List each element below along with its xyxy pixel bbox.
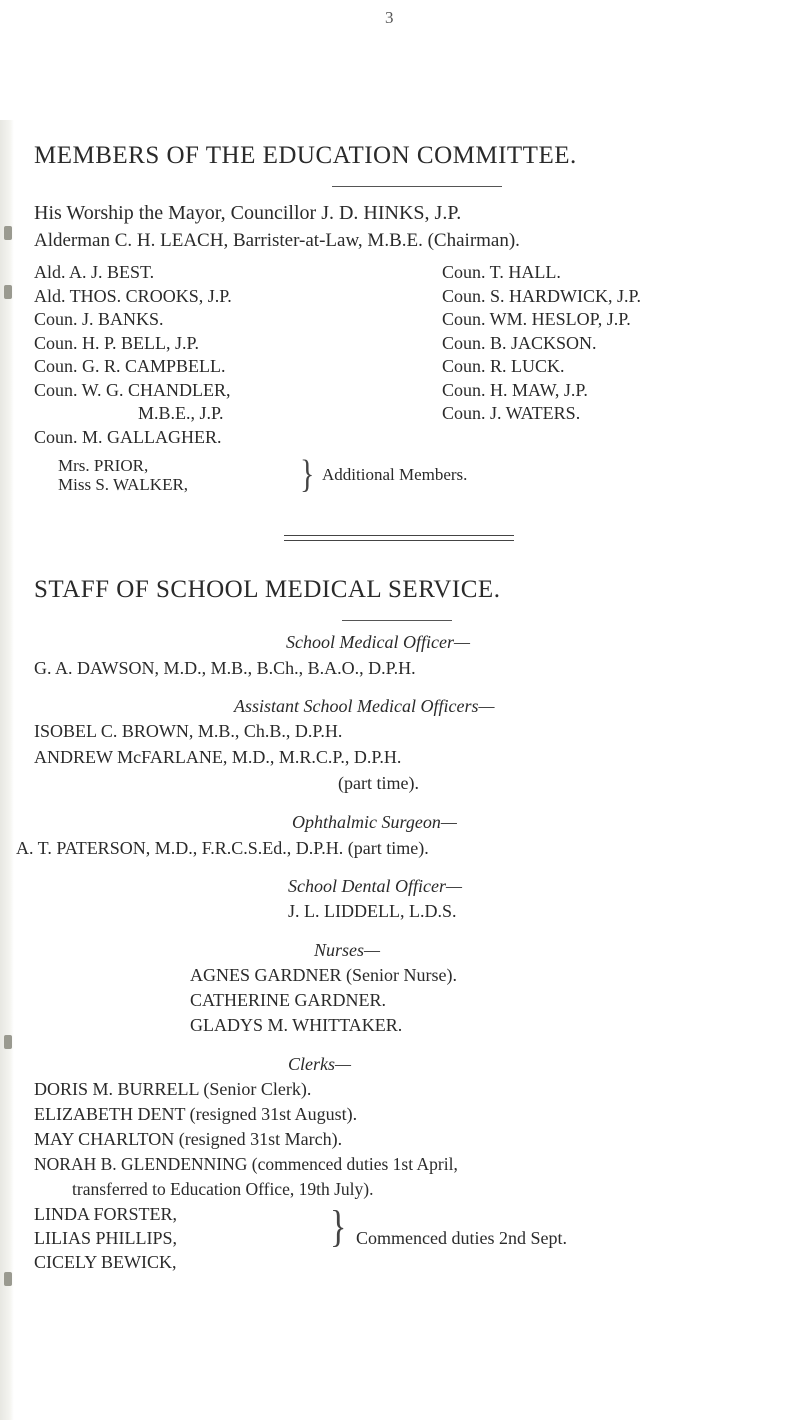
clerk: LILIAS PHILLIPS, [34,1228,177,1248]
committee-member: Coun. J. BANKS. [34,309,164,329]
edge-mark [4,1272,12,1286]
additional-member: Miss S. WALKER, [58,475,189,494]
page-number: 3 [385,8,394,27]
assistant-officer: ISOBEL C. BROWN, M.B., Ch.B., D.P.H. [34,721,343,741]
clerk: NORAH B. GLENDENNING (commenced duties 1st April, [34,1154,458,1174]
additional-members-label: Additional Members. [322,465,468,484]
committee-member: Ald. THOS. CROOKS, J.P. [34,286,232,306]
committee-member: Coun. R. LUCK. [442,356,565,376]
clerk: MAY CHARLTON (resigned 31st March). [34,1129,343,1149]
committee-member: Coun. H. P. BELL, J.P. [34,333,200,353]
ophthalmic-surgeon: A. T. PATERSON, M.D., F.R.C.S.Ed., D.P.H. (part time). [16,838,429,858]
clerks-title: Clerks— [288,1054,351,1074]
committee-member: Coun. S. HARDWICK, J.P. [442,286,642,306]
edge-mark [4,285,12,299]
committee-member: Coun. M. GALLAGHER. [34,427,222,447]
committee-member-continuation: M.B.E., J.P. [138,403,224,423]
staff-heading: STAFF OF SCHOOL MEDICAL SERVICE. [34,576,501,603]
committee-member: Coun. H. MAW, J.P. [442,380,588,400]
committee-member: Coun. G. R. CAMPBELL. [34,356,226,376]
nurse: CATHERINE GARDNER. [190,990,386,1010]
clerk: DORIS M. BURRELL (Senior Clerk). [34,1079,312,1099]
nurse: GLADYS M. WHITTAKER. [190,1015,403,1035]
committee-member: Coun. J. WATERS. [442,403,581,423]
committee-member: Coun. W. G. CHANDLER, [34,380,231,400]
committee-heading: MEMBERS OF THE EDUCATION COMMITTEE. [34,142,577,169]
dental-officer: J. L. LIDDELL, L.D.S. [288,901,457,921]
clerk: LINDA FORSTER, [34,1204,178,1224]
school-medical-officer: G. A. DAWSON, M.D., M.B., B.Ch., B.A.O., D.P.H. [34,658,416,678]
assistant-officer-note: (part time). [338,773,419,793]
brace: } [330,1203,347,1252]
clerk: CICELY BEWICK, [34,1252,177,1272]
binding-gutter [0,120,14,1420]
committee-member: Coun. T. HALL. [442,262,561,282]
clerk-note: transferred to Education Office, 19th July). [72,1179,374,1199]
nurses-title: Nurses— [314,940,381,960]
additional-member: Mrs. PRIOR, [58,456,149,475]
ophthalmic-surgeon-title: Ophthalmic Surgeon— [292,812,457,832]
nurse: AGNES GARDNER (Senior Nurse). [190,965,457,985]
committee-member: Ald. A. J. BEST. [34,262,155,282]
clerk: ELIZABETH DENT (resigned 31st August). [34,1104,358,1124]
edge-mark [4,1035,12,1049]
section-divider [284,535,514,541]
assistant-officers-title: Assistant School Medical Officers— [234,696,495,716]
brace: } [300,453,315,497]
committee-member: Coun. WM. HESLOP, J.P. [442,309,631,329]
short-rule [342,620,452,621]
dental-officer-title: School Dental Officer— [288,876,462,896]
short-rule [332,186,502,187]
committee-line-chairman: Alderman C. H. LEACH, Barrister-at-Law, M.B.E. (Chairman). [34,230,520,251]
committee-member: Coun. B. JACKSON. [442,333,597,353]
clerks-group-label: Commenced duties 2nd Sept. [356,1228,567,1248]
edge-mark [4,226,12,240]
school-medical-officer-title: School Medical Officer— [286,632,470,652]
committee-line-mayor: His Worship the Mayor, Councillor J. D. HINKS, J.P. [34,202,462,224]
assistant-officer: ANDREW McFARLANE, M.D., M.R.C.P., D.P.H. [34,747,402,767]
